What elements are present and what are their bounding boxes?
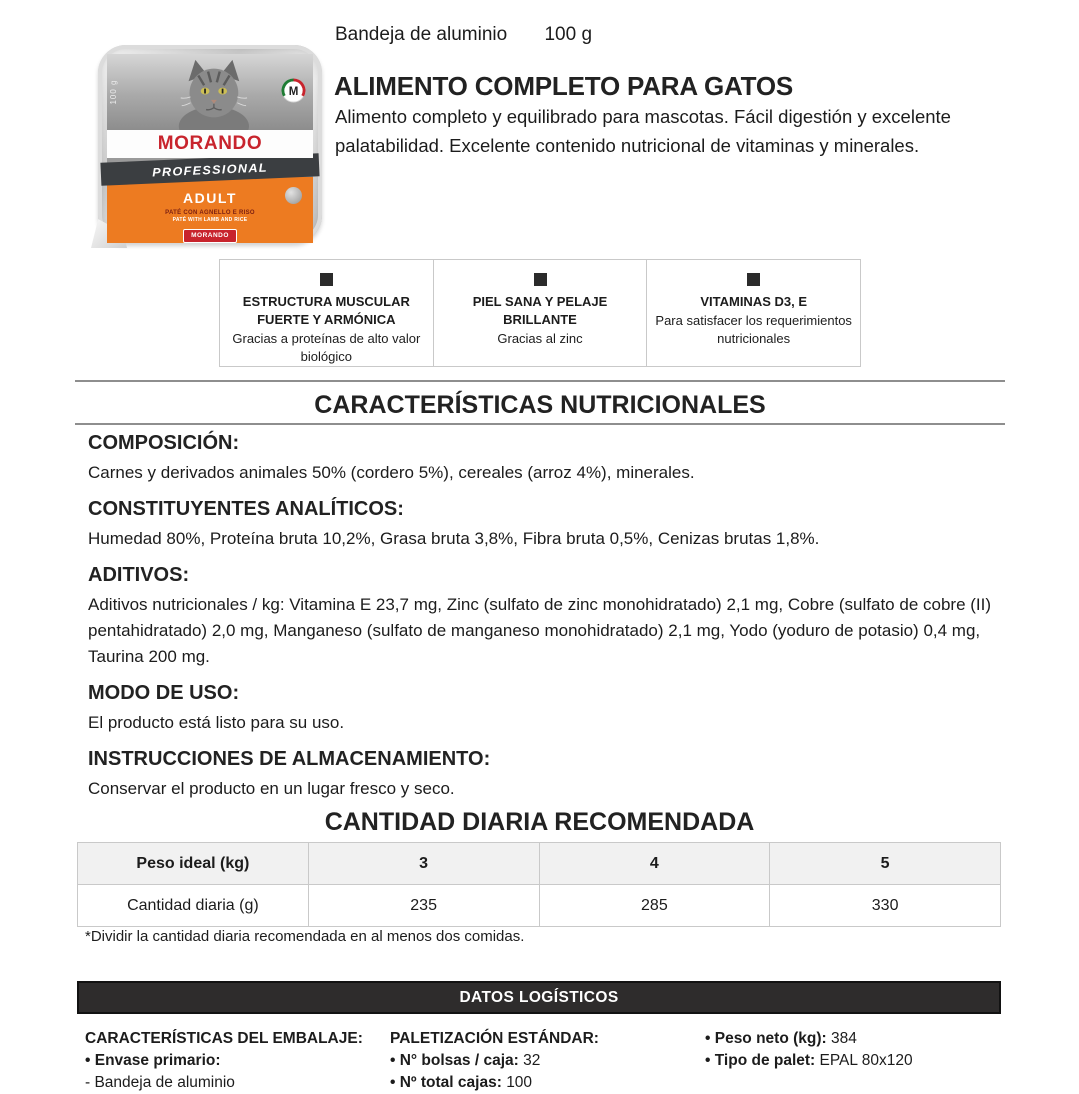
table-header-row <box>78 843 1001 885</box>
product-line-name: PROFESSIONAL <box>151 160 269 180</box>
nutrition-item-almacenamiento <box>88 748 1006 802</box>
nutrition-section-header <box>75 380 1005 425</box>
packaging-weight: 100 g <box>544 24 593 45</box>
logistics-item-value: EPAL 80x120 <box>819 1052 913 1069</box>
packaging-type: Bandeja de aluminio <box>335 24 508 45</box>
feature-title: PIEL SANA Y PELAJE BRILLANTE <box>472 294 608 327</box>
nutrition-item-body: Aditivos nutricionales / kg: Vitamina E 23,7 mg, Zinc (sulfato de zinc monohidratado) 2,1 mg, Cobre (sulfato de cobre (II) pentahidratado) 2,0 mg, Manganeso (sulfato de manganeso monohidratado) 2,1 mg, Yodo (yoduro de potasio) 0,4 mg, Taurina 200 mg. <box>88 595 992 666</box>
feature-subtitle: Gracias al zinc <box>497 331 583 346</box>
logistics-item <box>705 1028 1001 1050</box>
nutrition-item-heading: MODO DE USO: <box>88 682 240 704</box>
table-header-cell: 5 <box>770 843 1001 885</box>
flavor-text-it: PATÉ CON AGNELLO E RISO <box>165 209 255 216</box>
nutrition-item-aditivos <box>88 564 1006 670</box>
daily-amount-footnote: *Dividir la cantidad diaria recomendada en al menos dos comidas. <box>85 928 525 945</box>
logistics-column-pallet-info <box>705 1028 1001 1072</box>
logistics-column-palletizing <box>390 1028 690 1094</box>
logistics-item-value: 100 <box>506 1074 533 1091</box>
table-row <box>78 885 1001 927</box>
logistics-title: DATOS LOGÍSTICOS <box>459 988 619 1006</box>
feature-bullet-icon <box>534 273 547 286</box>
feature-card-vitamins <box>647 260 860 366</box>
logistics-item-value: 384 <box>831 1030 857 1047</box>
logistics-header-bar <box>77 981 1001 1014</box>
brand-band <box>107 130 313 159</box>
nutrition-item-modo-de-uso <box>88 682 1006 736</box>
variant-name: ADULT <box>183 189 237 206</box>
tray-label <box>107 54 313 239</box>
daily-amount-title: CANTIDAD DIARIA RECOMENDADA <box>324 808 755 836</box>
nutrition-item-constituyentes <box>88 498 1006 552</box>
cat-illustration-icon <box>150 54 270 132</box>
feature-card-muscular <box>220 260 434 366</box>
table-cell: Cantidad diaria (g) <box>78 885 309 927</box>
table-header-cell: 3 <box>308 843 539 885</box>
daily-amount-table <box>77 842 1001 927</box>
mini-brand-logo: MORANDO <box>183 229 237 243</box>
nutrition-item-heading: COMPOSICIÓN: <box>88 432 240 454</box>
nutrition-item-heading: INSTRUCCIONES DE ALMACENAMIENTO: <box>88 748 491 770</box>
nutrition-item-composicion <box>88 432 1006 486</box>
nutrition-section-body <box>88 432 1006 814</box>
lamb-icon <box>285 187 302 204</box>
table-cell: 330 <box>770 885 1001 927</box>
variant-band <box>107 177 313 243</box>
nutrition-item-heading: ADITIVOS: <box>88 564 190 586</box>
feature-bullet-icon <box>747 273 760 286</box>
product-description: Alimento completo y equilibrado para mascotas. Fácil digestión y excelente palatabilidad. Excelente contenido nutricional de vitaminas y minerales. <box>335 106 951 156</box>
logistics-item: - Bandeja de aluminio <box>85 1074 235 1091</box>
logistics-item-label: • N° bolsas / caja: <box>390 1052 519 1069</box>
packaging-line <box>335 24 592 46</box>
flavor-text-en: PATÉ WITH LAMB AND RICE <box>172 216 248 223</box>
nutrition-item-body: El producto está listo para su uso. <box>88 713 345 732</box>
logistics-item-label: • Tipo de palet: <box>705 1052 816 1069</box>
logistics-item <box>705 1050 1001 1072</box>
nutrition-item-body: Carnes y derivados animales 50% (cordero 5%), cereales (arroz 4%), minerales. <box>88 463 695 482</box>
logistics-item: • Envase primario: <box>85 1052 221 1069</box>
logistics-col-heading: CARACTERÍSTICAS DEL EMBALAJE: <box>85 1030 363 1047</box>
feature-title: VITAMINAS D3, E <box>700 294 808 309</box>
feature-boxes <box>219 259 861 367</box>
logistics-col-heading: PALETIZACIÓN ESTÁNDAR: <box>390 1030 599 1047</box>
nutrition-item-body: Humedad 80%, Proteína bruta 10,2%, Grasa bruta 3,8%, Fibra bruta 0,5%, Cenizas brutas 1,8%. <box>88 529 820 548</box>
aluminium-tray <box>98 45 322 243</box>
feature-subtitle: Para satisfacer los requerimientos nutricionales <box>655 313 852 346</box>
table-cell: 235 <box>308 885 539 927</box>
logistics-item-value: 32 <box>523 1052 541 1069</box>
logistics-item <box>390 1050 690 1072</box>
feature-title: ESTRUCTURA MUSCULAR FUERTE Y ARMÓNICA <box>242 294 410 327</box>
svg-text:M: M <box>288 85 299 98</box>
logistics-item-label: • Peso neto (kg): <box>705 1030 827 1047</box>
quality-badge-icon <box>281 78 306 103</box>
page-title: ALIMENTO COMPLETO PARA GATOS <box>334 71 794 101</box>
table-header-cell: Peso ideal (kg) <box>78 843 309 885</box>
logistics-item-label: • Nº total cajas: <box>390 1074 502 1091</box>
feature-card-skin-coat <box>434 260 648 366</box>
table-header-cell: 4 <box>539 843 770 885</box>
nutrition-item-heading: CONSTITUYENTES ANALÍTICOS: <box>88 498 404 520</box>
feature-bullet-icon <box>320 273 333 286</box>
product-image <box>98 45 322 243</box>
nutrition-item-body: Conservar el producto en un lugar fresco y seco. <box>88 779 455 798</box>
logistics-item <box>390 1072 690 1094</box>
brand-name: MORANDO <box>157 132 263 154</box>
nutrition-section-title: CARACTERÍSTICAS NUTRICIONALES <box>314 391 766 419</box>
tray-weight-label: 100 g <box>109 79 118 105</box>
cat-photo <box>107 54 313 130</box>
table-cell: 285 <box>539 885 770 927</box>
feature-subtitle: Gracias a proteínas de alto valor biológico <box>232 331 421 364</box>
logistics-column-packaging <box>85 1028 380 1094</box>
